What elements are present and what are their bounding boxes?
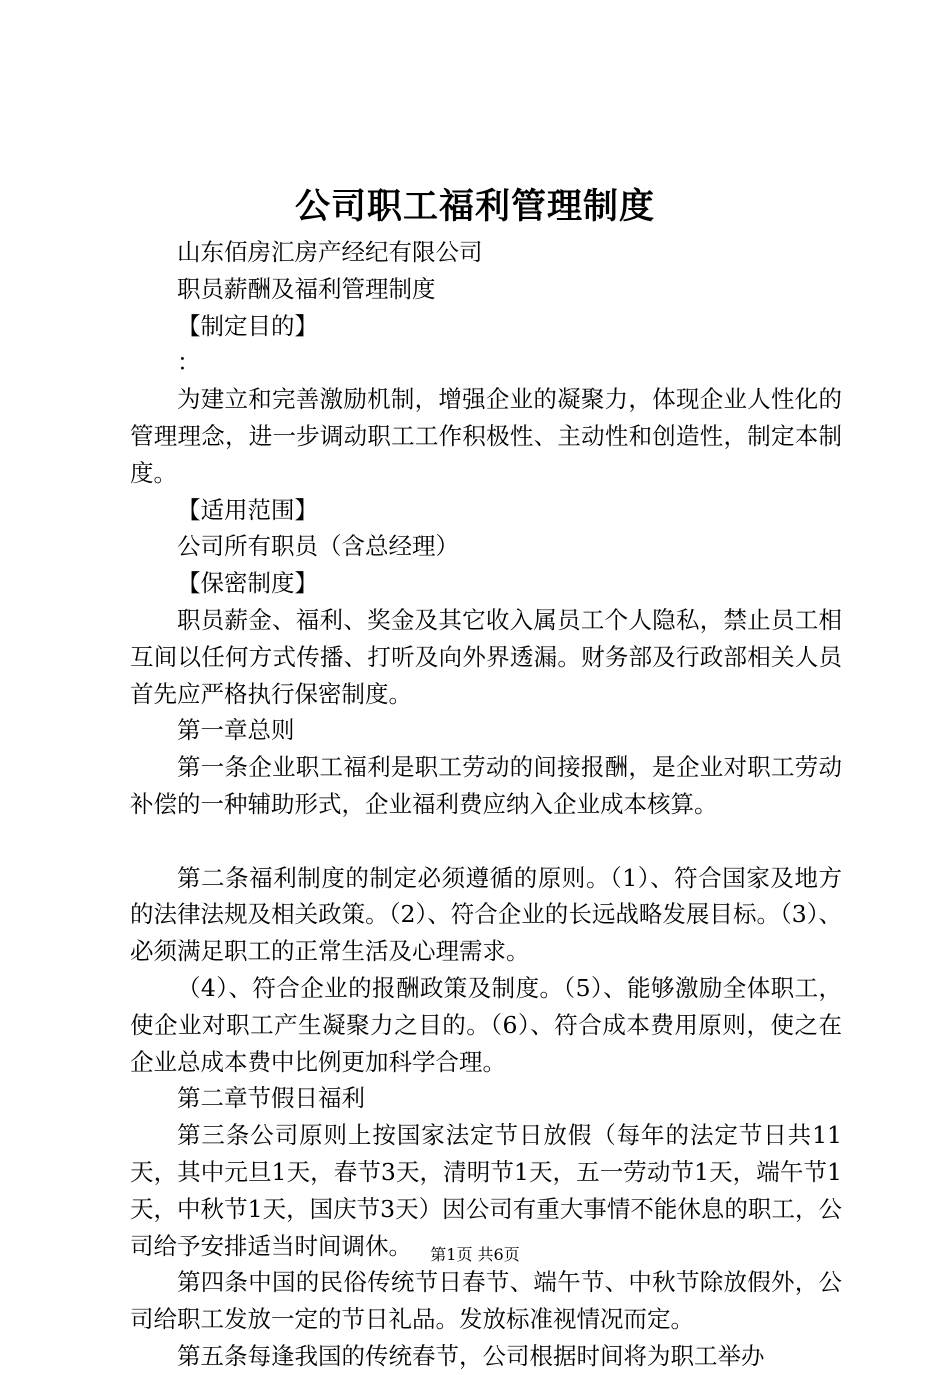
subtitle: 职员薪酬及福利管理制度 [177,274,436,303]
paragraph-article-3: 第三条公司原则上按国家法定节日放假（每年的法定节日共11天，其中元旦1天，春节3天，清明节1天，五一劳动节1天，端午节1天，中秋节1天，国庆节3天）因公司有重大事情不能休息的职工，公司给予安排适当时间调休。 [130,1121,842,1260]
document-title: 公司职工福利管理制度 [294,186,655,227]
paragraph-scope: 公司所有职员（含总经理） [177,532,459,561]
colon-line: ： [177,348,201,377]
blank-line [130,823,842,860]
company-name: 山东佰房汇房产经纪有限公司 [177,238,483,266]
paragraph-article-5: 第五条每逢我国的传统春节，公司根据时间将为职工举办 [177,1341,765,1370]
paragraph-article-2-continued: （4）、符合企业的报酬政策及制度。（5）、能够激励全体职工，使企业对职工产生凝聚力之目的。（6）、符合成本费用原则，使之在企业总成本费中比例更加科学合理。 [130,973,842,1076]
paragraph-confidentiality: 职员薪金、福利、奖金及其它收入属员工个人隐私，禁止员工相互间以任何方式传播、打听及向外界透漏。财务部及行政部相关人员首先应严格执行保密制度。 [130,605,842,708]
page-footer: 第1页 共6页 [430,1245,520,1264]
paragraph-article-4: 第四条中国的民俗传统节日春节、端午节、中秋节除放假外，公司给职工发放一定的节日礼品。发放标准视情况而定。 [130,1268,842,1334]
chapter-heading-2: 第二章节假日福利 [177,1084,365,1113]
paragraph-article-1: 第一条企业职工福利是职工劳动的间接报酬，是企业对职工劳动补偿的一种辅助形式，企业福利费应纳入企业成本核算。 [130,753,842,818]
section-heading-purpose: 【制定目的】 [177,311,318,340]
paragraph-article-2: 第二条福利制度的制定必须遵循的原则。（1）、符合国家及地方的法律法规及相关政策。（2）、符合企业的长远战略发展目标。（3）、必须满足职工的正常生活及心理需求。 [130,863,842,966]
section-heading-confidentiality: 【保密制度】 [177,569,318,598]
document-body [130,234,842,1375]
paragraph-purpose: 为建立和完善激励机制，增强企业的凝聚力，体现企业人性化的管理理念，进一步调动职工工作积极性、主动性和创造性，制定本制度。 [130,385,842,487]
chapter-heading-1: 第一章总则 [177,716,295,745]
section-heading-scope: 【适用范围】 [177,495,318,524]
